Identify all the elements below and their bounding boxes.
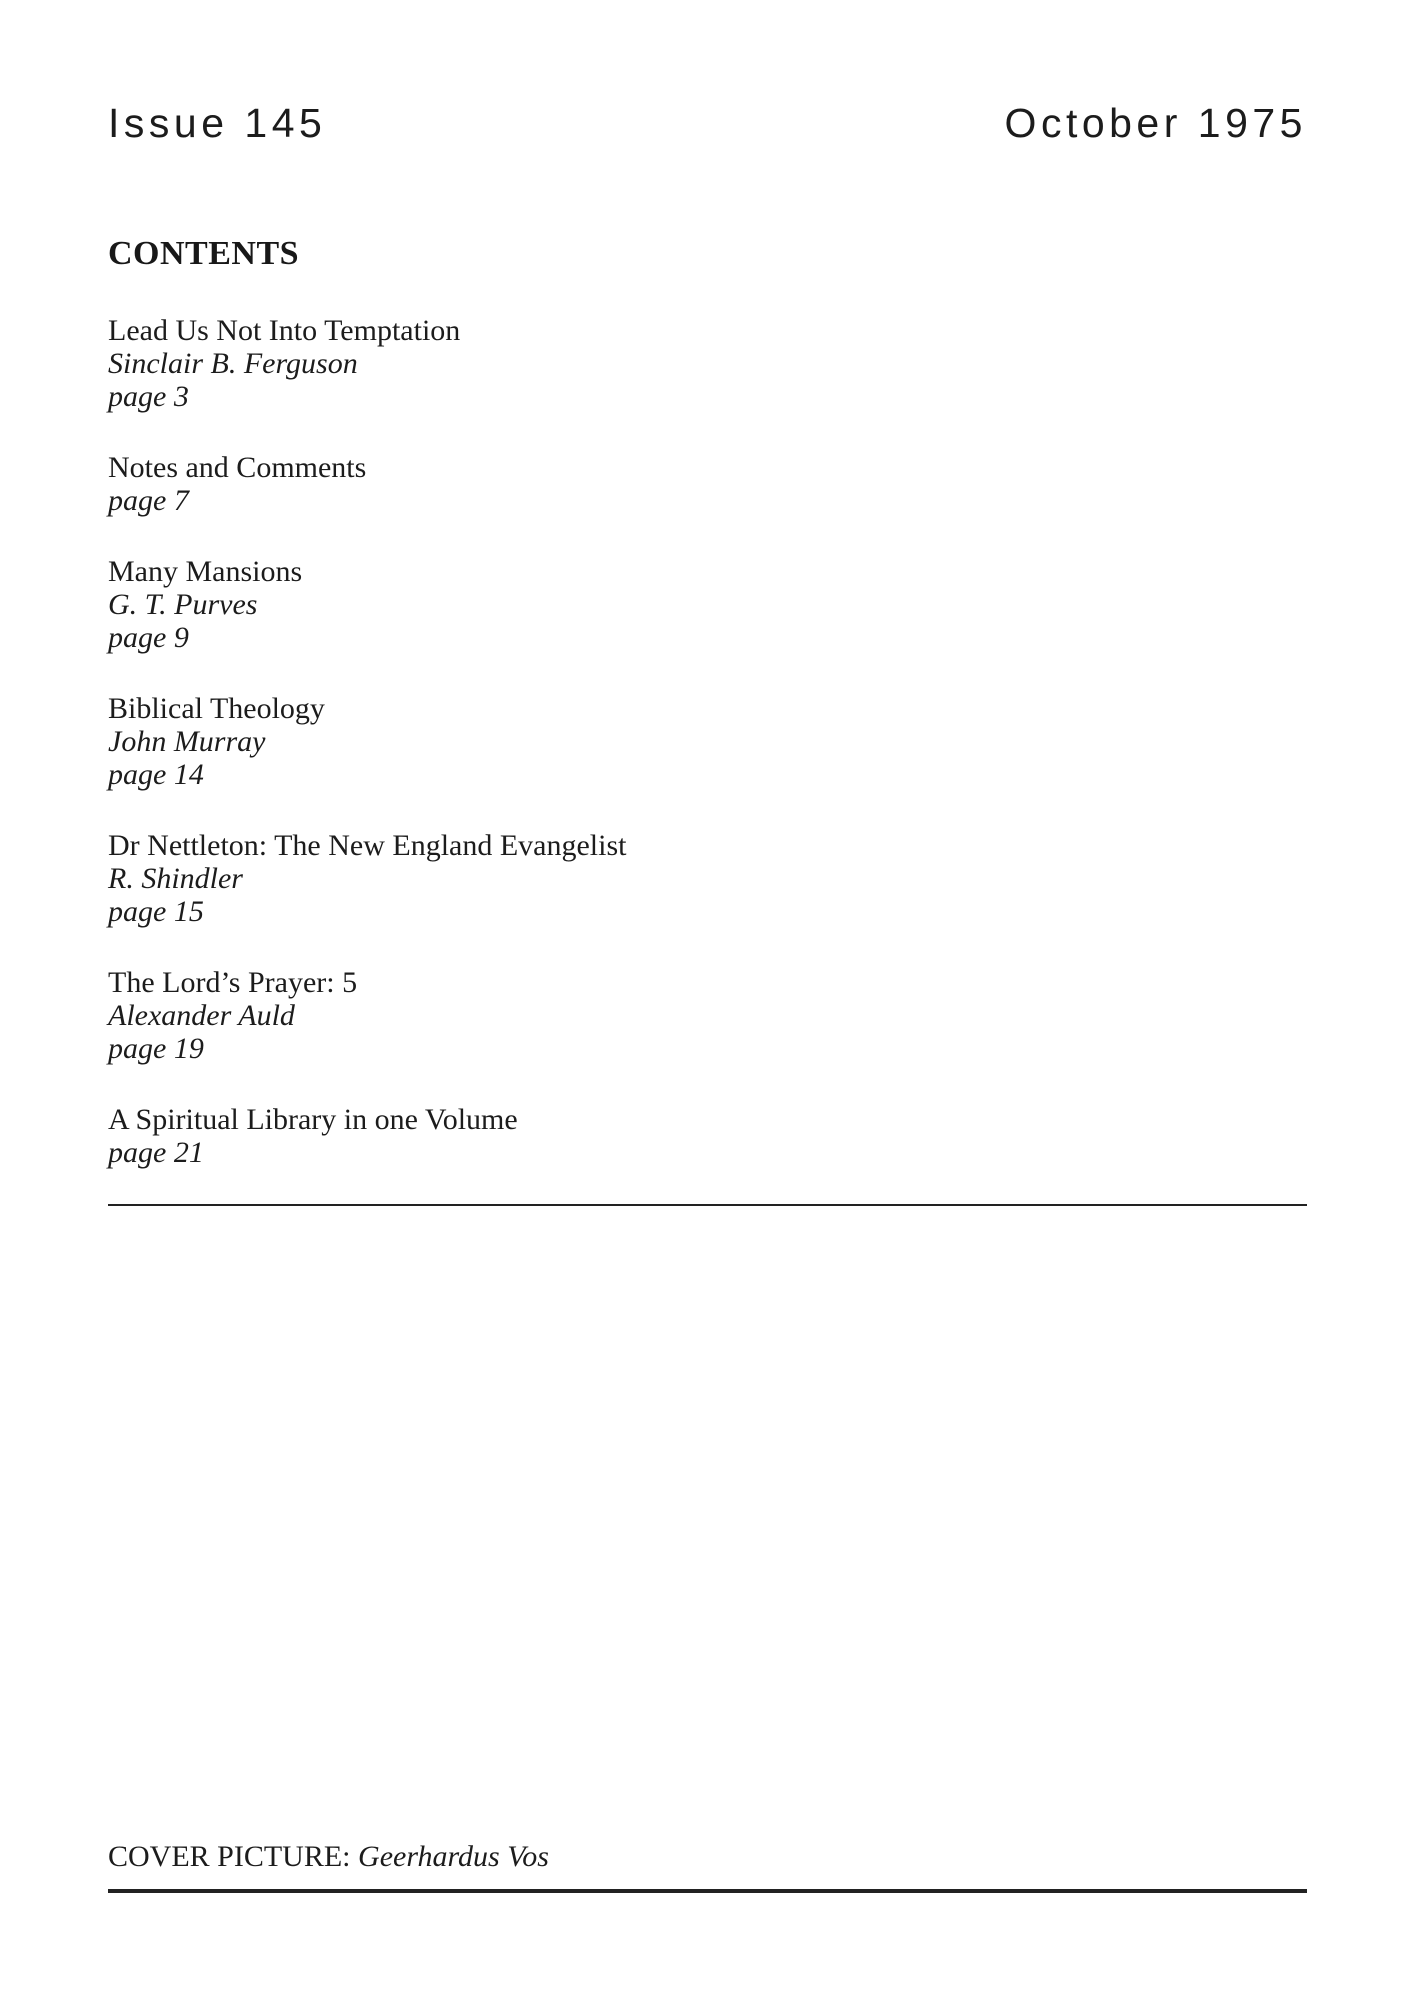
toc-entry-title: Lead Us Not Into Temptation [108,314,461,347]
toc-entry-title: A Spiritual Library in one Volume [108,1103,518,1136]
toc-entry-page: page 3 [108,380,189,413]
divider-rule-thick [108,1889,1307,1893]
toc-entry-page: page 15 [108,895,204,928]
toc-entry [108,829,1307,928]
cover-picture-value: Geerhardus Vos [358,1840,549,1873]
toc-entry-title: The Lord’s Prayer: 5 [108,966,358,999]
toc-entry [108,555,1307,654]
toc-entry-title: Notes and Comments [108,451,367,484]
toc-entry-page: page 19 [108,1032,204,1065]
toc-entry-page: page 7 [108,484,189,517]
toc-entry-author: G. T. Purves [108,588,258,621]
toc-entry-page: page 9 [108,621,189,654]
toc-entry [108,966,1307,1065]
toc-entry-author: Alexander Auld [108,999,295,1032]
toc-entry-title: Biblical Theology [108,692,325,725]
toc-entry-author: Sinclair B. Ferguson [108,347,358,380]
toc-entry-page: page 21 [108,1136,204,1169]
toc-entry-author: John Murray [108,725,266,758]
table-of-contents [108,314,1307,1207]
cover-picture-label: COVER PICTURE: [108,1840,351,1873]
toc-entry [108,1103,1307,1169]
toc-entry-title: Many Mansions [108,555,303,588]
contents-heading: CONTENTS [108,235,300,272]
toc-entry [108,451,1307,517]
cover-picture-line [108,1840,549,1873]
issue-number: Issue 145 [108,100,327,146]
page-header [108,100,1307,146]
toc-entry-title: Dr Nettleton: The New England Evangelist [108,829,627,862]
toc-entry-page: page 14 [108,758,204,791]
divider-rule-thin [108,1204,1307,1206]
issue-date: October 1975 [1004,100,1307,146]
toc-entry [108,314,1307,413]
toc-entry [108,692,1307,791]
toc-entry-author: R. Shindler [108,862,243,895]
